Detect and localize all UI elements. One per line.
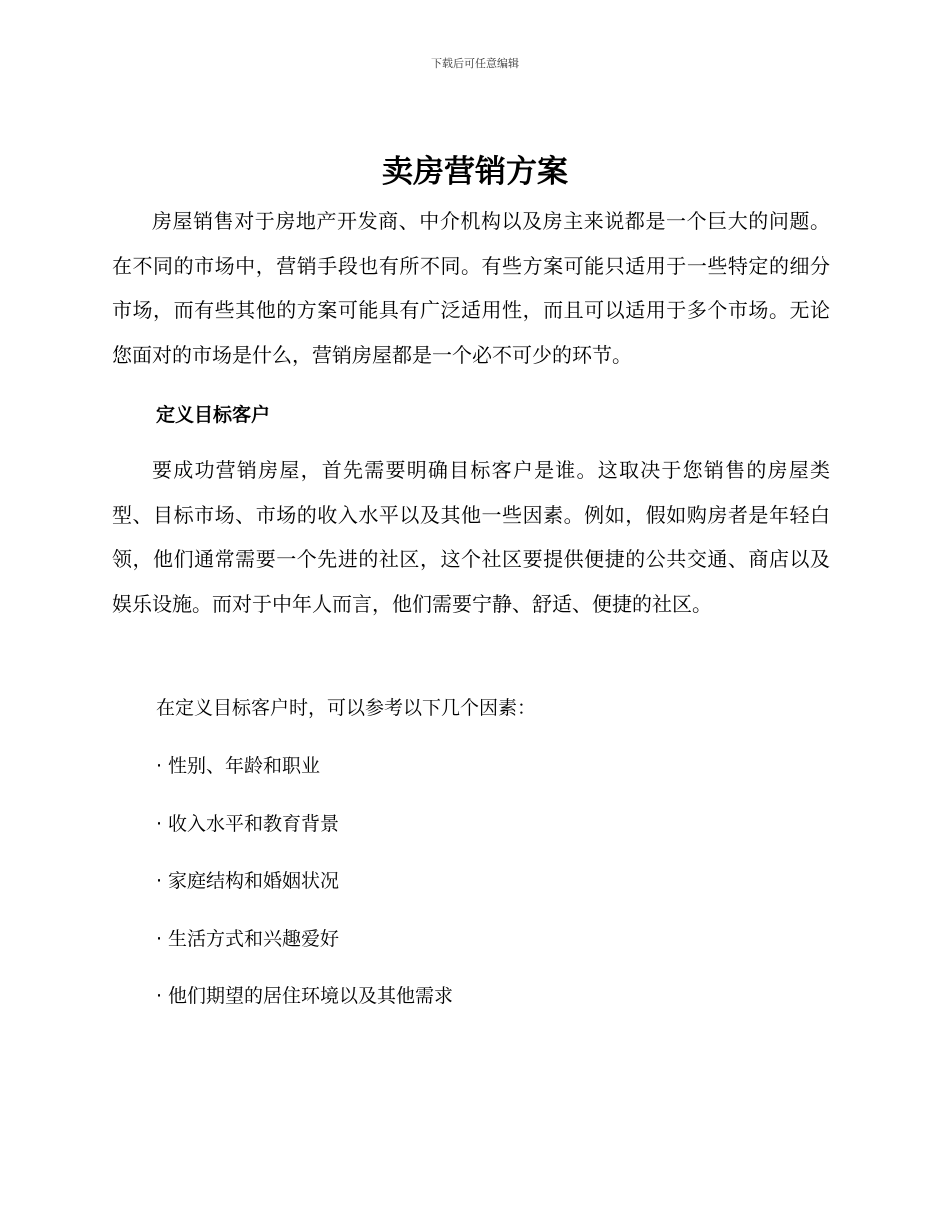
header-note: 下载后可任意编辑: [431, 57, 519, 70]
list-item: [156, 917, 453, 975]
bullet-dot: ·: [156, 812, 163, 835]
factor-list: [156, 744, 453, 1032]
bullet-dot: ·: [156, 927, 163, 950]
document-title: 卖房营销方案: [382, 154, 568, 190]
factors-intro: 在定义目标客户时，可以参考以下几个因素：: [156, 697, 537, 719]
list-item: [156, 744, 453, 802]
list-item: [156, 974, 453, 1032]
list-item: [156, 802, 453, 860]
bullet-dot: ·: [156, 870, 163, 892]
intro-paragraph: 房屋销售对于房地产开发商、中介机构以及房主来说都是一个巨大的问题。在不同的市场中，营销手段也有所不同。有些方案可能只适用于一些特定的细分市场，而有些其他的方案可能具有广泛适用性，而且可以适用于多个市场。无论您面对的市场是什么，营销房屋都是一个必不可少的环节。: [112, 209, 830, 367]
section-heading: 定义目标客户: [156, 404, 271, 426]
list-item-text: 生活方式和兴趣爱好: [168, 927, 340, 950]
bullet-dot: ·: [156, 985, 163, 1007]
list-item-text: 家庭结构和婚姻状况: [168, 870, 340, 892]
list-item: [156, 859, 453, 917]
list-item-text: 收入水平和教育背景: [168, 812, 340, 835]
bullet-dot: ·: [156, 755, 163, 777]
list-item-text: 他们期望的居住环境以及其他需求: [168, 985, 454, 1007]
list-item-text: 性别、年龄和职业: [168, 755, 321, 777]
section-paragraph: 要成功营销房屋，首先需要明确目标客户是谁。这取决于您销售的房屋类型、目标市场、市场的收入水平以及其他一些因素。例如，假如购房者是年轻白领，他们通常需要一个先进的社区，这个社区要提供便捷的公共交通、商店以及娱乐设施。而对于中年人而言，他们需要宁静、舒适、便捷的社区。: [112, 458, 830, 616]
